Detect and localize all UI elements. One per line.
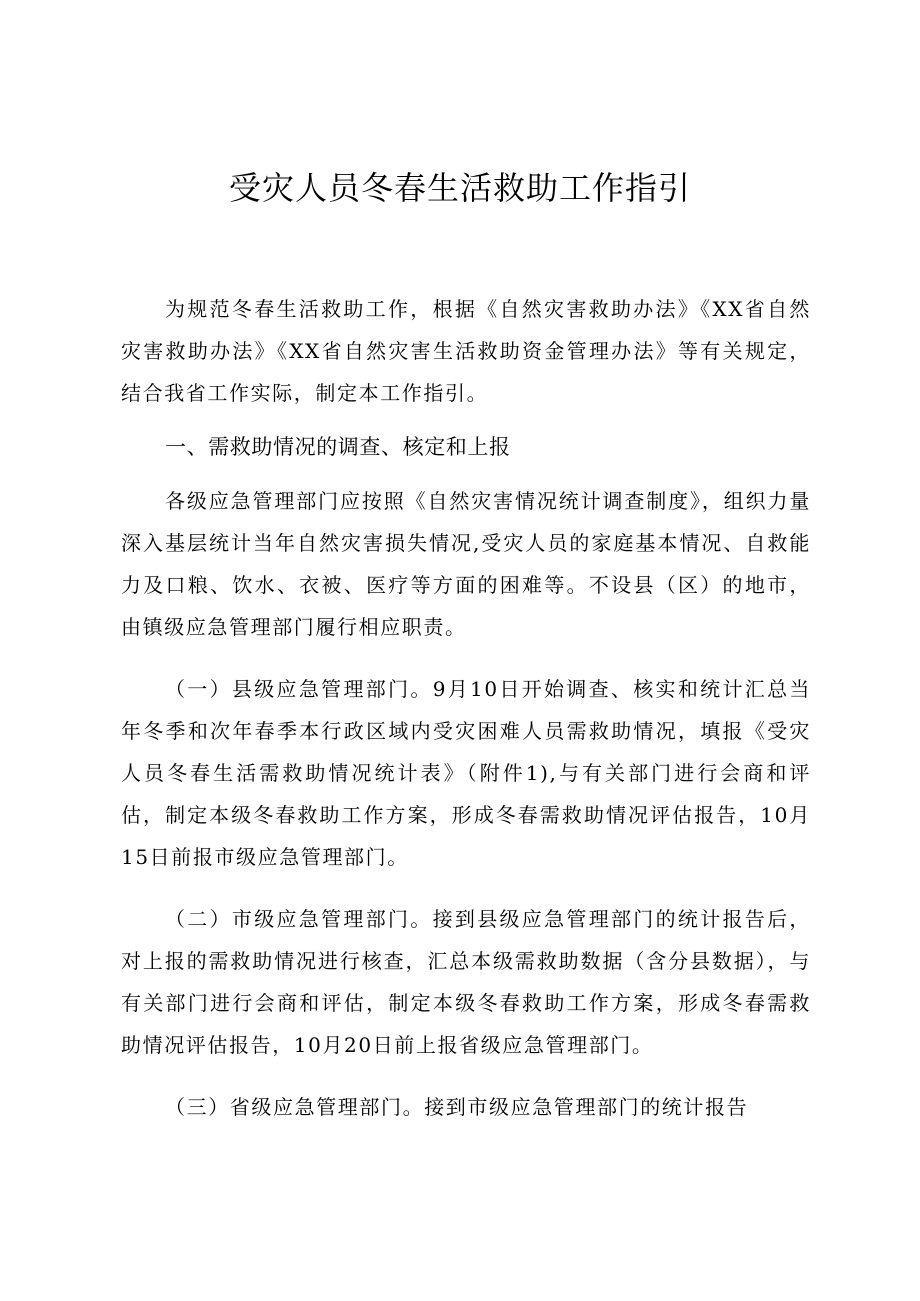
document-body xyxy=(121,288,811,1128)
document-title: 受灾人员冬春生活救助工作指引 xyxy=(228,169,691,207)
intro-paragraph: 为规范冬春生活救助工作，根据《自然灾害救助办法》《XX省自然灾害救助办法》《XX省自然灾害生活救助资金管理办法》等有关规定，结合我省工作实际，制定本工作指引。 xyxy=(121,297,811,405)
spacer xyxy=(121,414,811,426)
item-1-paragraph: （一）县级应急管理部门。9月10日开始调查、核实和统计汇总当年冬季和次年春季本行政区域内受灾困难人员需救助情况，填报《受灾人员冬春生活需救助情况统计表》（附件1),与有关部门进行会商和评估，制定本级冬春救助工作方案，形成冬春需救助情况评估报告，10月15日前报市级应急管理部门。 xyxy=(121,677,811,869)
spacer xyxy=(121,1066,811,1086)
section-heading-1: 一、需救助情况的调查、核定和上报 xyxy=(165,435,511,459)
section-1-paragraph: 各级应急管理部门应按照《自然灾害情况统计调查制度》，组织力量深入基层统计当年自然灾害损失情况,受灾人员的家庭基本情况、自救能力及口粮、饮水、衣被、医疗等方面的困难等。不设县（区）的地市，由镇级应急管理部门履行相应职责。 xyxy=(121,489,811,639)
spacer xyxy=(121,878,811,898)
spacer xyxy=(121,648,811,668)
spacer xyxy=(121,468,811,480)
item-2-paragraph: （二）市级应急管理部门。接到县级应急管理部门的统计报告后，对上报的需救助情况进行核查，汇总本级需救助数据（含分县数据），与有关部门进行会商和评估，制定本级冬春救助工作方案，形成冬春需救助情况评估报告，10月20日前上报省级应急管理部门。 xyxy=(121,907,811,1057)
item-3-paragraph: （三）省级应急管理部门。接到市级应急管理部门的统计报告 xyxy=(165,1095,749,1119)
